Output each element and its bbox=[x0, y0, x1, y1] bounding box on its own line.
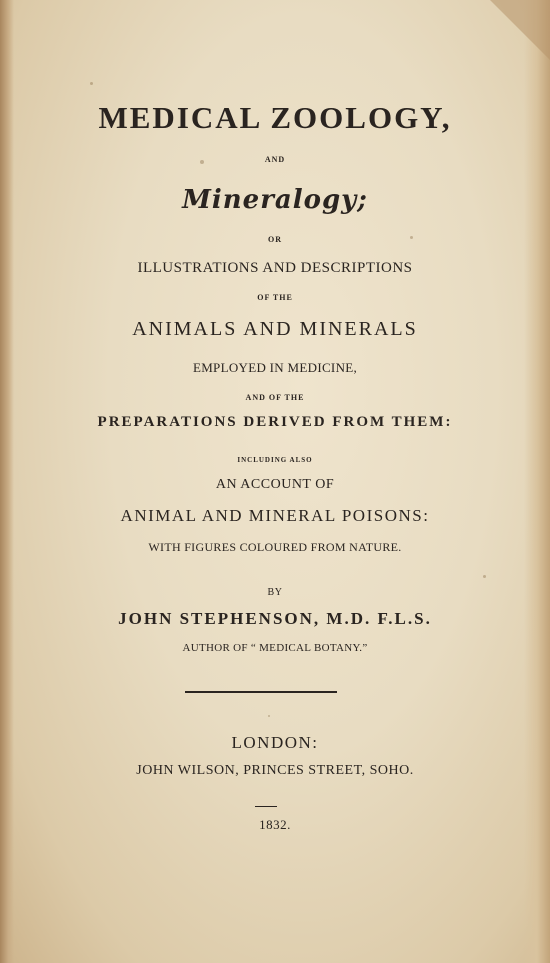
connector-and-of-the: AND OF THE bbox=[245, 393, 305, 402]
subtitle-account: AN ACCOUNT OF bbox=[215, 477, 335, 492]
imprint-year: 1832. bbox=[259, 817, 291, 832]
short-divider-rule bbox=[255, 806, 277, 807]
paper-speck bbox=[483, 575, 486, 578]
imprint-city: LONDON: bbox=[231, 733, 319, 752]
connector-including-also: INCLUDING ALSO bbox=[237, 456, 313, 464]
author-name: JOHN STEPHENSON, M.D. F.L.S. bbox=[118, 609, 432, 628]
by-line: BY bbox=[267, 587, 283, 598]
imprint-publisher: JOHN WILSON, PRINCES STREET, SOHO. bbox=[136, 763, 414, 778]
subtitle-animals-minerals: ANIMALS AND MINERALS bbox=[132, 318, 418, 340]
conjunction-and: AND bbox=[264, 155, 286, 164]
conjunction-or: OR bbox=[268, 235, 282, 244]
paper-speck bbox=[268, 715, 270, 717]
subtitle-poisons: ANIMAL AND MINERAL POISONS: bbox=[120, 506, 430, 525]
subtitle-employed: EMPLOYED IN MEDICINE, bbox=[192, 360, 358, 375]
subtitle-illustrations: ILLUSTRATIONS AND DESCRIPTIONS bbox=[137, 260, 413, 276]
divider-rule bbox=[185, 691, 337, 693]
page-corner-shadow bbox=[490, 0, 550, 60]
subtitle-preparations: PREPARATIONS DERIVED FROM THEM: bbox=[97, 414, 453, 430]
blackletter-title: Mineralogy; bbox=[182, 185, 368, 215]
subtitle-figures: WITH FIGURES COLOURED FROM NATURE. bbox=[148, 540, 402, 554]
author-credit: AUTHOR OF “ MEDICAL BOTANY.” bbox=[182, 642, 368, 654]
book-title: MEDICAL ZOOLOGY, bbox=[98, 100, 452, 135]
paper-speck bbox=[90, 82, 93, 85]
connector-of-the: OF THE bbox=[257, 293, 293, 302]
